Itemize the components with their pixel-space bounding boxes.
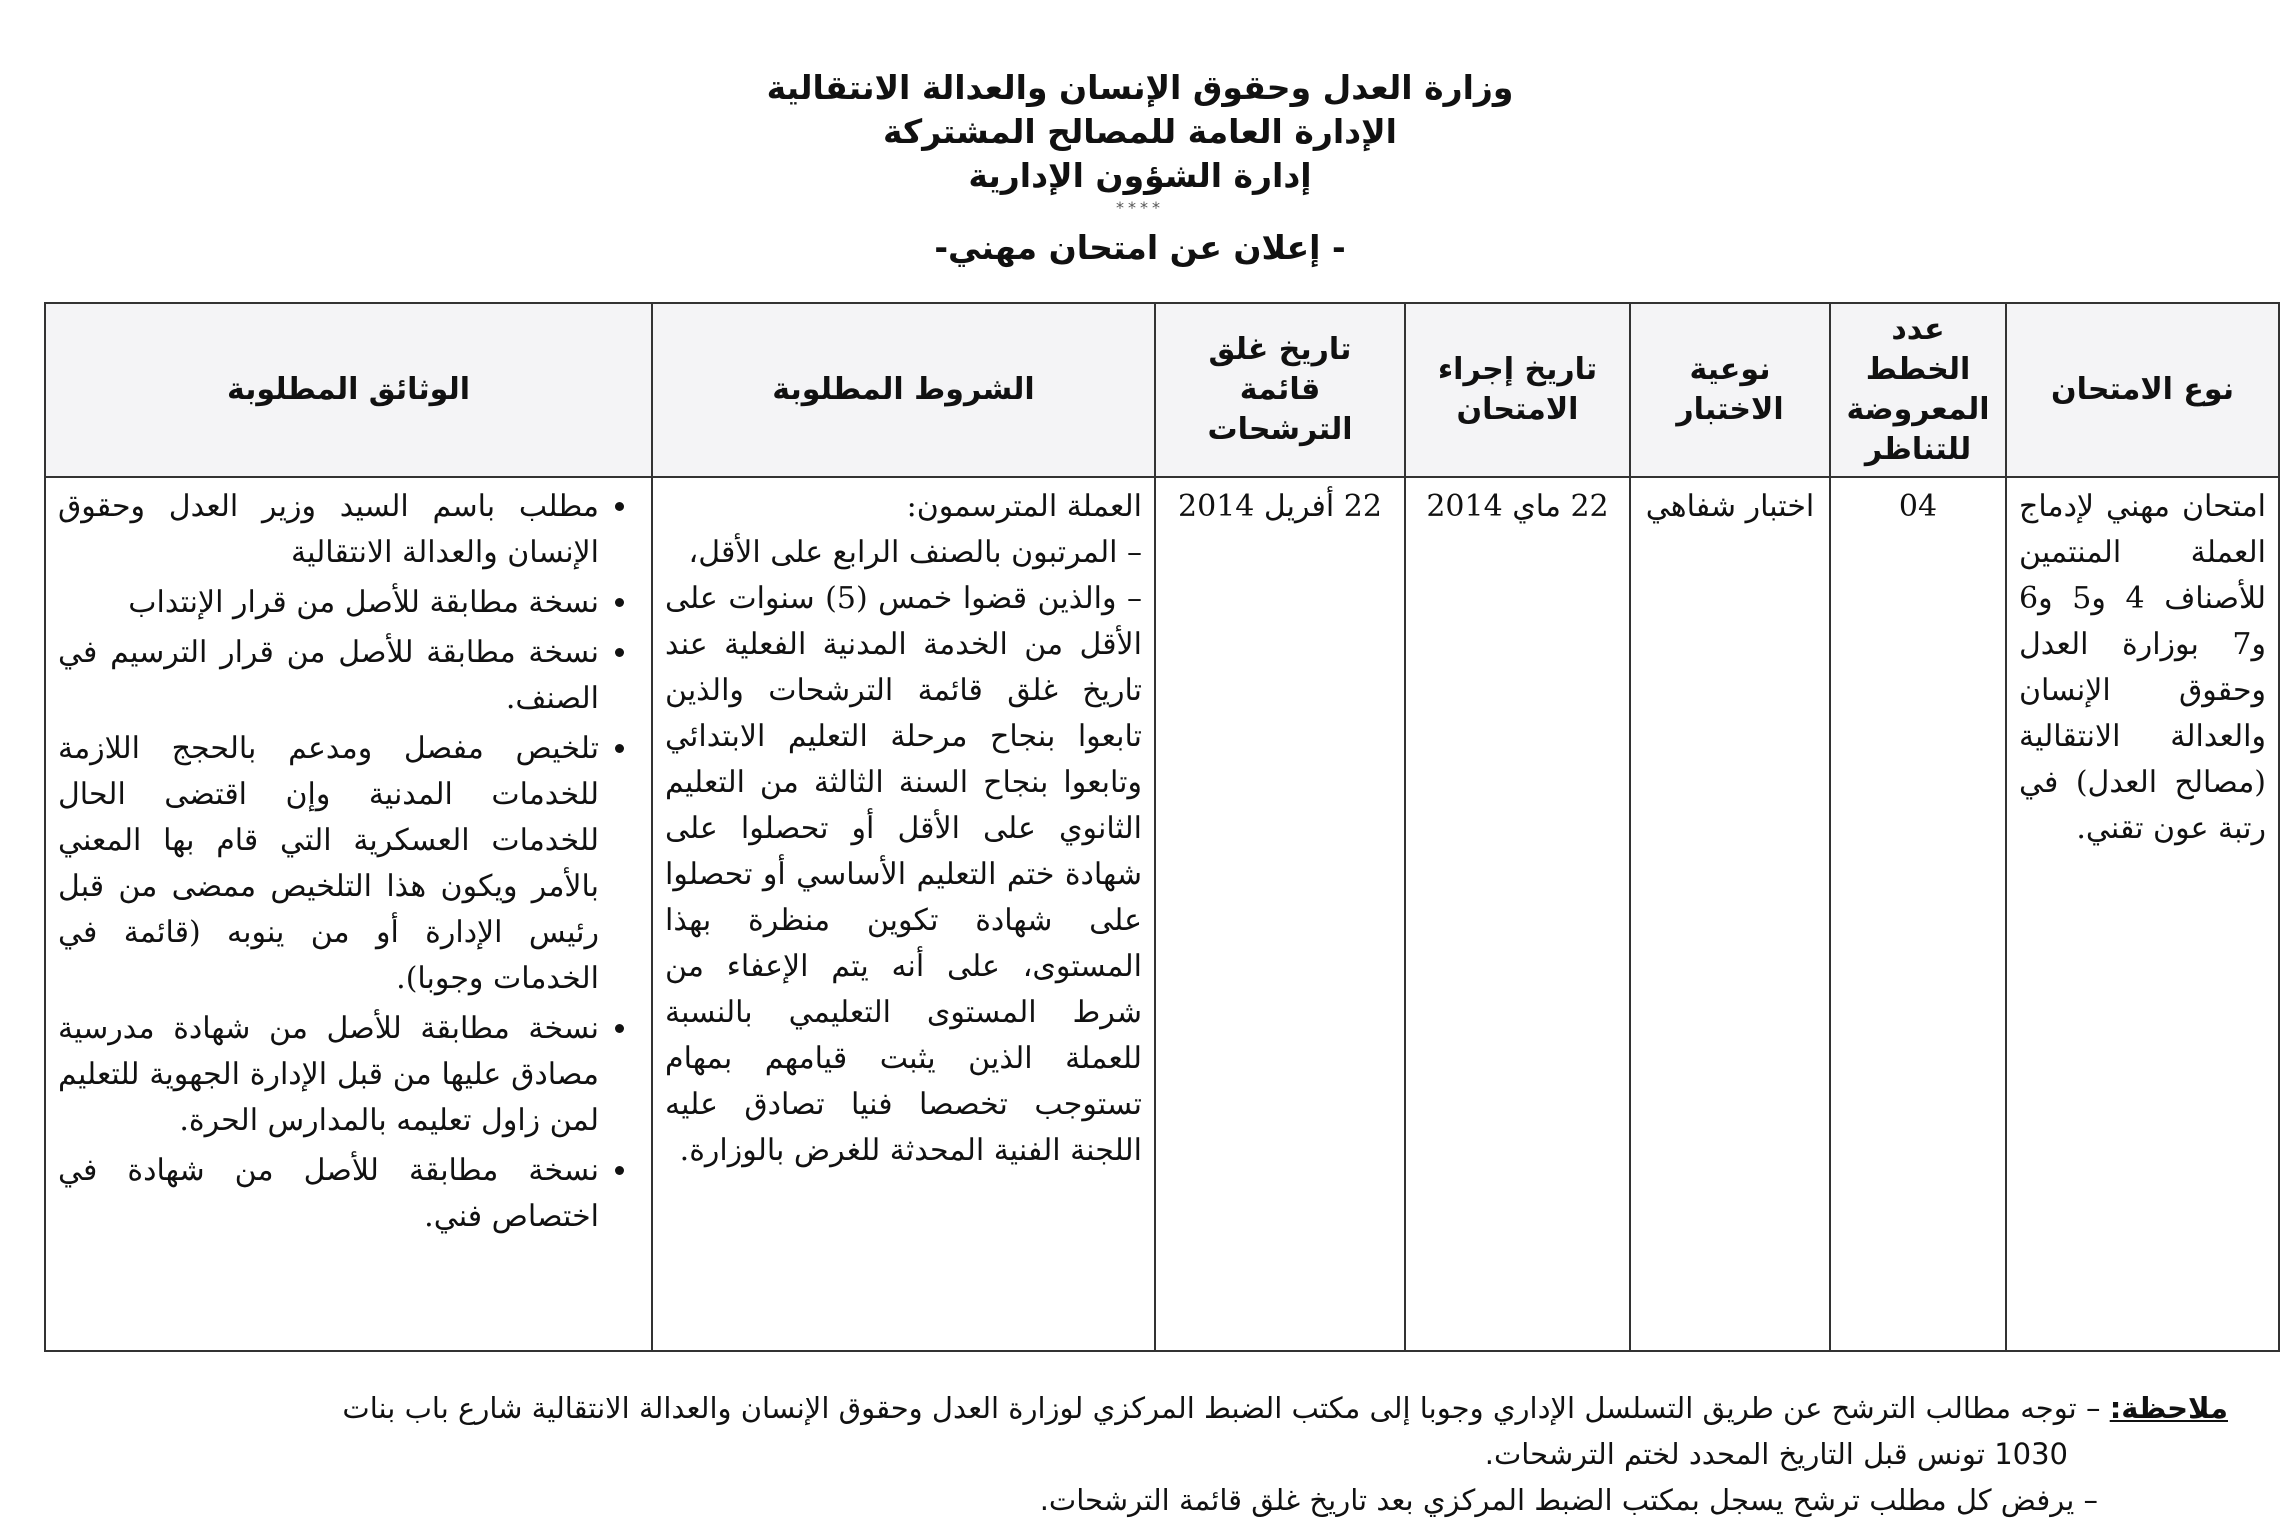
table-header-row xyxy=(45,303,2279,477)
note-section xyxy=(178,1385,2228,1523)
cell-exam-date: 22 ماي 2014 xyxy=(1405,477,1630,1351)
header-exam-date: تاريخ إجراء الامتحان xyxy=(1405,303,1630,477)
header-closing-date: تاريخ غلق قائمة الترشحات xyxy=(1155,303,1405,477)
cell-test-type: اختبار شفاهي xyxy=(1630,477,1830,1351)
cell-closing-date: 22 أفريل 2014 xyxy=(1155,477,1405,1351)
condition-item: – والذين قضوا خمس (5) سنوات على الأقل من الخدمة المدنية الفعلية عند تاريخ غلق قائمة الترشحات والذين تابعوا بنجاح مرحلة التعليم الابتدائي وتابعوا بنجاح السنة الثالثة من التعليم الثانوي على الأقل أو تحصلوا على شهادة ختم التعليم الأساسي أو تحصلوا على شهادة تكوين منظرة بهذا المستوى، على أنه يتم الإعفاء من شرط المستوى التعليمي بالنسبة للعملة الذين يثبت قيامهم بمهام تستوجب تخصصا فنيا تصادق عليه اللجنة الفنية المحدثة للغرض بالوزارة. xyxy=(665,581,1142,1168)
table-row xyxy=(45,477,2279,1351)
page-title: - إعلان عن امتحان مهني- xyxy=(934,228,1346,267)
document-item: • نسخة مطابقة للأصل من شهادة في اختصاص فني. xyxy=(58,1148,599,1240)
directorate-name: الإدارة العامة للمصالح المشتركة xyxy=(883,112,1397,151)
cell-documents xyxy=(45,477,652,1351)
header-positions: عدد الخطط المعروضة للتناظر xyxy=(1830,303,2006,477)
note-line-3: – يرفض كل مطلب ترشح يسجل بمكتب الضبط المركزي بعد تاريخ غلق قائمة الترشحات. xyxy=(1039,1483,2098,1517)
note-label: ملاحظة: xyxy=(2109,1391,2228,1425)
header-documents: الوثائق المطلوبة xyxy=(45,303,652,477)
separator: **** xyxy=(1116,198,1164,217)
document-item: • تلخيص مفصل ومدعم بالحجج اللازمة للخدمات المدنية وإن اقتضى الحال للخدمات العسكرية التي قام بها المعني بالأمر ويكون هذا التلخيص ممضى من قبل رئيس الإدارة أو من ينوبه (قائمة في الخدمات وجوبا). xyxy=(58,726,599,1002)
conditions-intro: العملة المترسمون: xyxy=(906,489,1142,524)
header-test-type: نوعية الاختبار xyxy=(1630,303,1830,477)
cell-exam-type: امتحان مهني لإدماج العملة المنتمين للأصناف 4 و5 و6 و7 بوزارة العدل وحقوق الإنسان والعدالة الانتقالية (مصالح العدل) في رتبة عون تقني. xyxy=(2006,477,2279,1351)
ministry-name: وزارة العدل وحقوق الإنسان والعدالة الانتقالية xyxy=(766,68,1514,107)
document-item: • نسخة مطابقة للأصل من شهادة مدرسية مصادق عليها من قبل الإدارة الجهوية للتعليم لمن زاول تعليمه بالمدارس الحرة. xyxy=(58,1006,599,1144)
note-line-1: – توجه مطالب الترشح عن طريق التسلسل الإداري وجوبا إلى مكتب الضبط المركزي لوزارة العدل وحقوق الإنسان والعدالة الانتقالية شارع باب بنات xyxy=(342,1391,2101,1425)
cell-positions: 04 xyxy=(1830,477,2006,1351)
header-conditions: الشروط المطلوبة xyxy=(652,303,1155,477)
documents-list xyxy=(58,484,639,1240)
cell-conditions xyxy=(652,477,1155,1351)
document-item: • نسخة مطابقة للأصل من قرار الإنتداب xyxy=(58,580,599,626)
exam-table xyxy=(44,302,2280,1352)
condition-item: – المرتبون بالصنف الرابع على الأقل، xyxy=(688,535,1142,570)
note-line-2: 1030 تونس قبل التاريخ المحدد لختم الترشحات. xyxy=(1484,1437,2068,1471)
department-name: إدارة الشؤون الإدارية xyxy=(968,156,1312,195)
document-item: • مطلب باسم السيد وزير العدل وحقوق الإنسان والعدالة الانتقالية xyxy=(58,484,599,576)
header-exam-type: نوع الامتحان xyxy=(2006,303,2279,477)
document-item: • نسخة مطابقة للأصل من قرار الترسيم في الصنف. xyxy=(58,630,599,722)
